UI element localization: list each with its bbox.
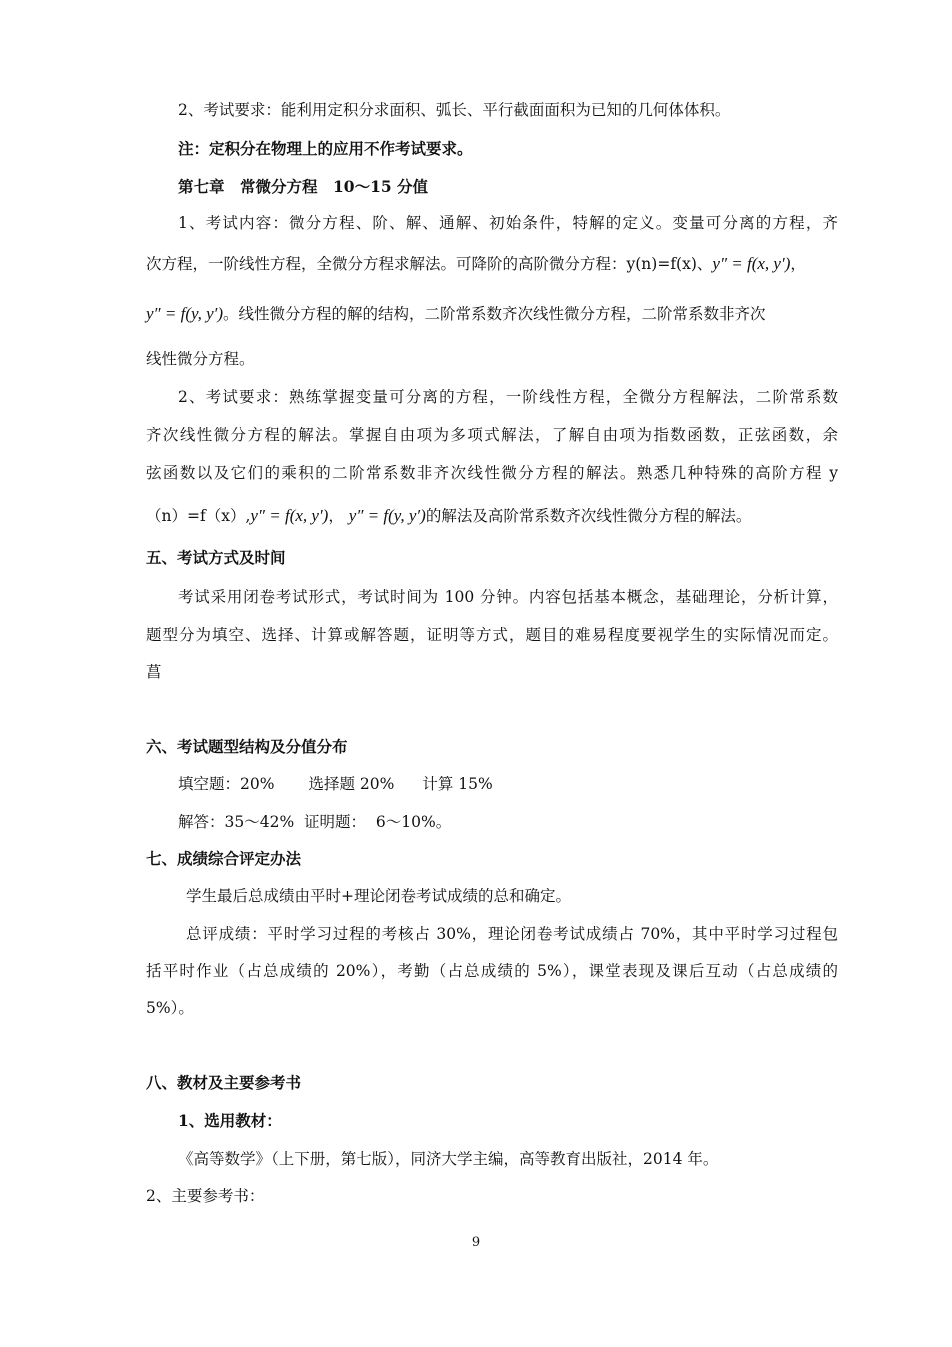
exam-method-line2: 题型分为填空、选择、计算或解答题，证明等方式，题目的难易程度要视学生的实际情况而定。 — [146, 626, 838, 644]
exam-req-ch7-line1: 2、考试要求：熟练掌握变量可分离的方程，一阶线性方程，全微分方程解法，二阶常系数 — [178, 388, 838, 406]
grading-line2: 总评成绩：平时学习过程的考核占 30%，理论闭卷考试成绩占 70%，其中平时学习过程包 — [186, 925, 838, 943]
math-formula-2: y″ = f(y, y′) — [146, 304, 224, 323]
exam-req-ch7-line2: 齐次线性微分方程的解法。掌握自由项为多项式解法，了解自由项为指数函数，正弦函数，余 — [146, 426, 838, 444]
references-subheading: 2、主要参考书： — [146, 1187, 265, 1205]
exam-req-ch7-line3: 弦函数以及它们的乘积的二阶常系数非齐次线性微分方程的解法。熟悉几种特殊的高阶方程 y — [146, 464, 838, 482]
score-distribution-line2: 解答：35～42% 证明题： 6～10%。 — [178, 813, 452, 831]
textbook-subheading: 1、选用教材： — [178, 1111, 282, 1130]
note-physics: 注：定积分在物理上的应用不作考试要求。 — [178, 139, 473, 158]
exam-content-ch7-line2: 次方程，一阶线性方程，全微分方程求解法。可降阶的高阶微分方程：y(n)=f(x)、y″ = f(x, y′)， — [146, 254, 806, 273]
section-5-heading: 五、考试方式及时间 — [146, 548, 286, 567]
section-6-heading: 六、考试题型结构及分值分布 — [146, 737, 348, 756]
grading-line4: 5%）。 — [146, 999, 194, 1017]
math-formula-4: y″ = f(y, y′) — [348, 506, 426, 525]
section-8-heading: 八、教材及主要参考书 — [146, 1073, 302, 1092]
chapter-7-title: 第七章 常微分方程 10～15 分值 — [178, 177, 429, 196]
exam-content-ch7-line3: y″ = f(y, y′)。线性微分方程的解的结构，二阶常系数齐次线性微分方程，二阶常系数非齐次 — [146, 304, 766, 323]
math-formula-3: y″ = f(x, y′) — [250, 506, 329, 525]
math-formula-1: y″ = f(x, y′) — [712, 254, 791, 273]
exam-requirement-ch6: 2、考试要求：能利用定积分求面积、弧长、平行截面面积为已知的几何体体积。 — [178, 101, 731, 119]
section-7-heading: 七、成绩综合评定办法 — [146, 849, 302, 868]
grading-line3: 括平时作业（占总成绩的 20%），考勤（占总成绩的 5%），课堂表现及课后互动（占总成绩的 — [146, 962, 838, 980]
score-distribution-line1: 填空题：20% 选择题 20% 计算 15% — [178, 775, 493, 793]
page-number: 9 — [471, 1235, 481, 1250]
exam-content-ch7-line4: 线性微分方程。 — [146, 350, 255, 368]
grading-line1: 学生最后总成绩由平时+理论闭卷考试成绩的总和确定。 — [186, 887, 571, 905]
stray-character: 菖 — [146, 663, 162, 681]
exam-req-ch7-line4: （n）=f（x）,y″ = f(x, y′)， y″ = f(y, y′)的解法及高阶常系数齐次线性微分方程的解法。 — [146, 506, 752, 525]
exam-method-line1: 考试采用闭卷考试形式，考试时间为 100 分钟。内容包括基本概念，基础理论，分析计算， — [178, 588, 838, 606]
textbook-entry: 《高等数学》（上下册，第七版），同济大学主编，高等教育出版社，2014 年。 — [178, 1150, 719, 1168]
exam-content-ch7-line1: 1、考试内容：微分方程、阶、解、通解、初始条件，特解的定义。变量可分离的方程，齐 — [178, 214, 838, 232]
